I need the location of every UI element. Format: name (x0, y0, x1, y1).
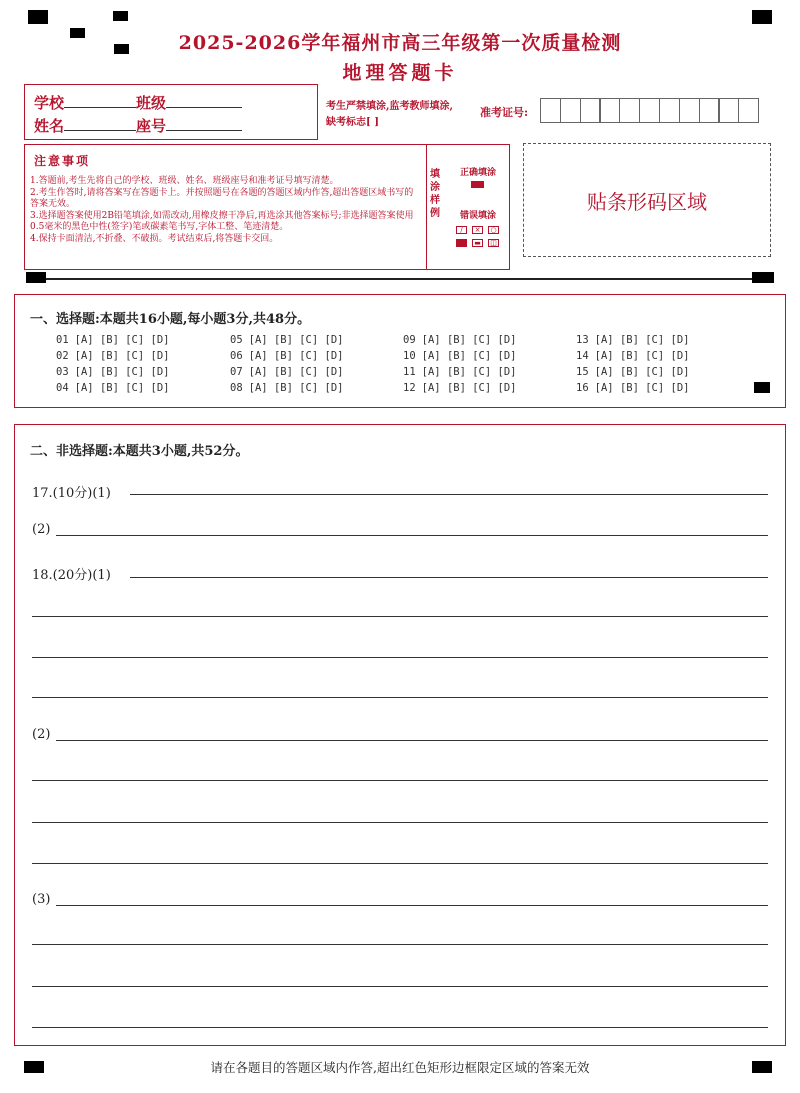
mc-question-16[interactable] (576, 382, 689, 394)
mc-question-01[interactable] (56, 334, 169, 346)
class-label: 班级 (136, 94, 167, 112)
mc-options[interactable]: [A] [B] [C] [D] (248, 382, 344, 394)
registration-mark (752, 272, 774, 283)
answer-line[interactable] (32, 822, 768, 823)
wrong-fill-sample-check: / (456, 226, 467, 234)
mc-question-number: 14 (576, 350, 589, 362)
exam-id-cell[interactable] (580, 98, 601, 123)
mc-question-number: 08 (230, 382, 243, 394)
school-field[interactable] (64, 93, 136, 108)
mc-question-08[interactable] (230, 382, 343, 394)
mc-question-number: 06 (230, 350, 243, 362)
mc-question-15[interactable] (576, 366, 689, 378)
separator-line (46, 278, 752, 280)
seat-label: 座号 (136, 117, 167, 135)
notice-item: 3.选择题答案使用2B铅笔填涂,如需改动,用橡皮擦干净后,再选涂其他答案标号;非选择题答案使用0.5毫米的黑色中性(签字)笔或碳素笔书写,字体工整、笔迹清楚。 (30, 210, 414, 232)
mc-options[interactable]: [A] [B] [C] [D] (248, 350, 344, 362)
correct-fill-label: 正确填涂 (460, 168, 497, 178)
q17-2-label: (2) (32, 522, 51, 537)
answer-line[interactable] (130, 577, 768, 578)
mc-options[interactable]: [A] [B] [C] [D] (74, 382, 170, 394)
name-field[interactable] (64, 116, 136, 131)
q18-3-label: (3) (32, 892, 51, 907)
barcode-label: 贴条形码区域 (587, 190, 707, 214)
mc-options[interactable]: [A] [B] [C] [D] (421, 334, 517, 346)
exam-id-cell[interactable] (560, 98, 581, 123)
mc-question-number: 13 (576, 334, 589, 346)
exam-id-cell[interactable] (540, 98, 561, 123)
school-row (34, 92, 242, 113)
notice-item: 2.考生作答时,请将答案写在答题卡上。并按照题号在各题的答题区域内作答,超出答题区域书写的答案无效。 (30, 187, 414, 209)
mc-question-number: 07 (230, 366, 243, 378)
absent-note-line2[interactable]: 缺考标志[ ] (326, 117, 379, 128)
notice-title: 注意事项 (34, 154, 91, 168)
mc-options[interactable]: [A] [B] [C] [D] (74, 350, 170, 362)
mc-question-14[interactable] (576, 350, 689, 362)
answer-line[interactable] (32, 944, 768, 945)
answer-line[interactable] (32, 780, 768, 781)
mc-question-number: 01 (56, 334, 69, 346)
mc-question-07[interactable] (230, 366, 343, 378)
mc-question-number: 15 (576, 366, 589, 378)
mc-options[interactable]: [A] [B] [C] [D] (594, 382, 690, 394)
registration-mark (113, 11, 128, 21)
wrong-fill-label: 错误填涂 (460, 211, 497, 221)
name-row (34, 115, 242, 136)
answer-line[interactable] (32, 1027, 768, 1028)
class-field[interactable] (166, 93, 242, 108)
mc-question-number: 11 (403, 366, 416, 378)
wrong-fill-sample-full (456, 239, 467, 247)
wrong-fill-sample-partial: ▬ (472, 239, 483, 247)
page-subtitle: 地理答题卡 (342, 62, 458, 84)
q18-2-label: (2) (32, 727, 51, 742)
registration-mark (26, 272, 46, 283)
mc-options[interactable]: [A] [B] [C] [D] (594, 334, 690, 346)
mc-question-number: 03 (56, 366, 69, 378)
answer-line[interactable] (32, 657, 768, 658)
mc-question-number: 12 (403, 382, 416, 394)
mc-question-number: 10 (403, 350, 416, 362)
notice-list (30, 176, 420, 245)
notice-item: 1.答题前,考生先将自己的学校、班级、姓名、班级座号和准考证号填写清楚。 (30, 176, 339, 186)
wrong-fill-sample-circle: ○ (488, 226, 499, 234)
mc-options[interactable]: [A] [B] [C] [D] (594, 350, 690, 362)
exam-id-cell[interactable] (699, 98, 720, 123)
correct-fill-sample (471, 181, 484, 188)
exam-id-cell[interactable] (738, 98, 759, 123)
mc-options[interactable]: [A] [B] [C] [D] (74, 334, 170, 346)
mc-question-11[interactable] (403, 366, 516, 378)
exam-id-cell[interactable] (718, 98, 739, 123)
notice-divider (426, 144, 427, 270)
wrong-fill-sample-half: ◫ (488, 239, 499, 247)
answer-line[interactable] (130, 494, 768, 495)
registration-mark (28, 10, 48, 24)
mc-question-06[interactable] (230, 350, 343, 362)
mc-question-04[interactable] (56, 382, 169, 394)
mc-question-09[interactable] (403, 334, 516, 346)
school-label: 学校 (34, 94, 65, 112)
footer-note: 请在各题目的答题区域内作答,超出红色矩形边框限定区域的答案无效 (210, 1060, 590, 1075)
mc-options[interactable]: [A] [B] [C] [D] (248, 334, 344, 346)
answer-line[interactable] (32, 616, 768, 617)
mc-question-number: 16 (576, 382, 589, 394)
exam-id-label: 准考证号: (480, 106, 529, 119)
page-title: 2025-2026学年福州市高三年级第一次质量检测 (178, 32, 622, 54)
exam-id-cell[interactable] (639, 98, 660, 123)
name-label: 姓名 (34, 117, 65, 135)
mc-question-number: 09 (403, 334, 416, 346)
answer-line[interactable] (32, 863, 768, 864)
section2-box (14, 424, 786, 1046)
answer-line[interactable] (32, 697, 768, 698)
section2-title: 二、非选择题:本题共3小题,共52分。 (30, 444, 249, 459)
exam-id-cell[interactable] (619, 98, 640, 123)
mc-question-number: 04 (56, 382, 69, 394)
mc-question-12[interactable] (403, 382, 516, 394)
answer-line[interactable] (32, 986, 768, 987)
exam-id-cell[interactable] (659, 98, 680, 123)
mc-question-number: 05 (230, 334, 243, 346)
exam-id-cells[interactable] (540, 98, 758, 123)
fill-example-label: 填涂样例 (430, 169, 440, 219)
mc-question-13[interactable] (576, 334, 689, 346)
mc-question-05[interactable] (230, 334, 343, 346)
answer-line[interactable] (56, 740, 768, 741)
q17-label: 17.(10分)(1) (32, 486, 111, 501)
answer-line[interactable] (56, 905, 768, 906)
mc-options[interactable]: [A] [B] [C] [D] (594, 366, 690, 378)
mc-options[interactable]: [A] [B] [C] [D] (248, 366, 344, 378)
notice-item: 4.保持卡面清洁,不折叠、不破损。考试结束后,将答题卡交回。 (30, 233, 279, 244)
mc-options[interactable]: [A] [B] [C] [D] (421, 382, 517, 394)
wrong-fill-sample-cross: × (472, 226, 483, 234)
registration-mark (752, 10, 772, 24)
section1-title: 一、选择题:本题共16小题,每小题3分,共48分。 (30, 312, 311, 327)
seat-field[interactable] (166, 116, 242, 131)
q18-label: 18.(20分)(1) (32, 568, 111, 583)
mc-question-10[interactable] (403, 350, 516, 362)
mc-question-number: 02 (56, 350, 69, 362)
absent-note-line1: 考生严禁填涂,监考教师填涂, (326, 101, 453, 112)
mc-options[interactable]: [A] [B] [C] [D] (421, 366, 517, 378)
answer-line[interactable] (56, 535, 768, 536)
mc-question-02[interactable] (56, 350, 169, 362)
exam-id-cell[interactable] (679, 98, 700, 123)
exam-id-cell[interactable] (599, 98, 620, 123)
mc-question-03[interactable] (56, 366, 169, 378)
mc-options[interactable]: [A] [B] [C] [D] (421, 350, 517, 362)
mc-options[interactable]: [A] [B] [C] [D] (74, 366, 170, 378)
